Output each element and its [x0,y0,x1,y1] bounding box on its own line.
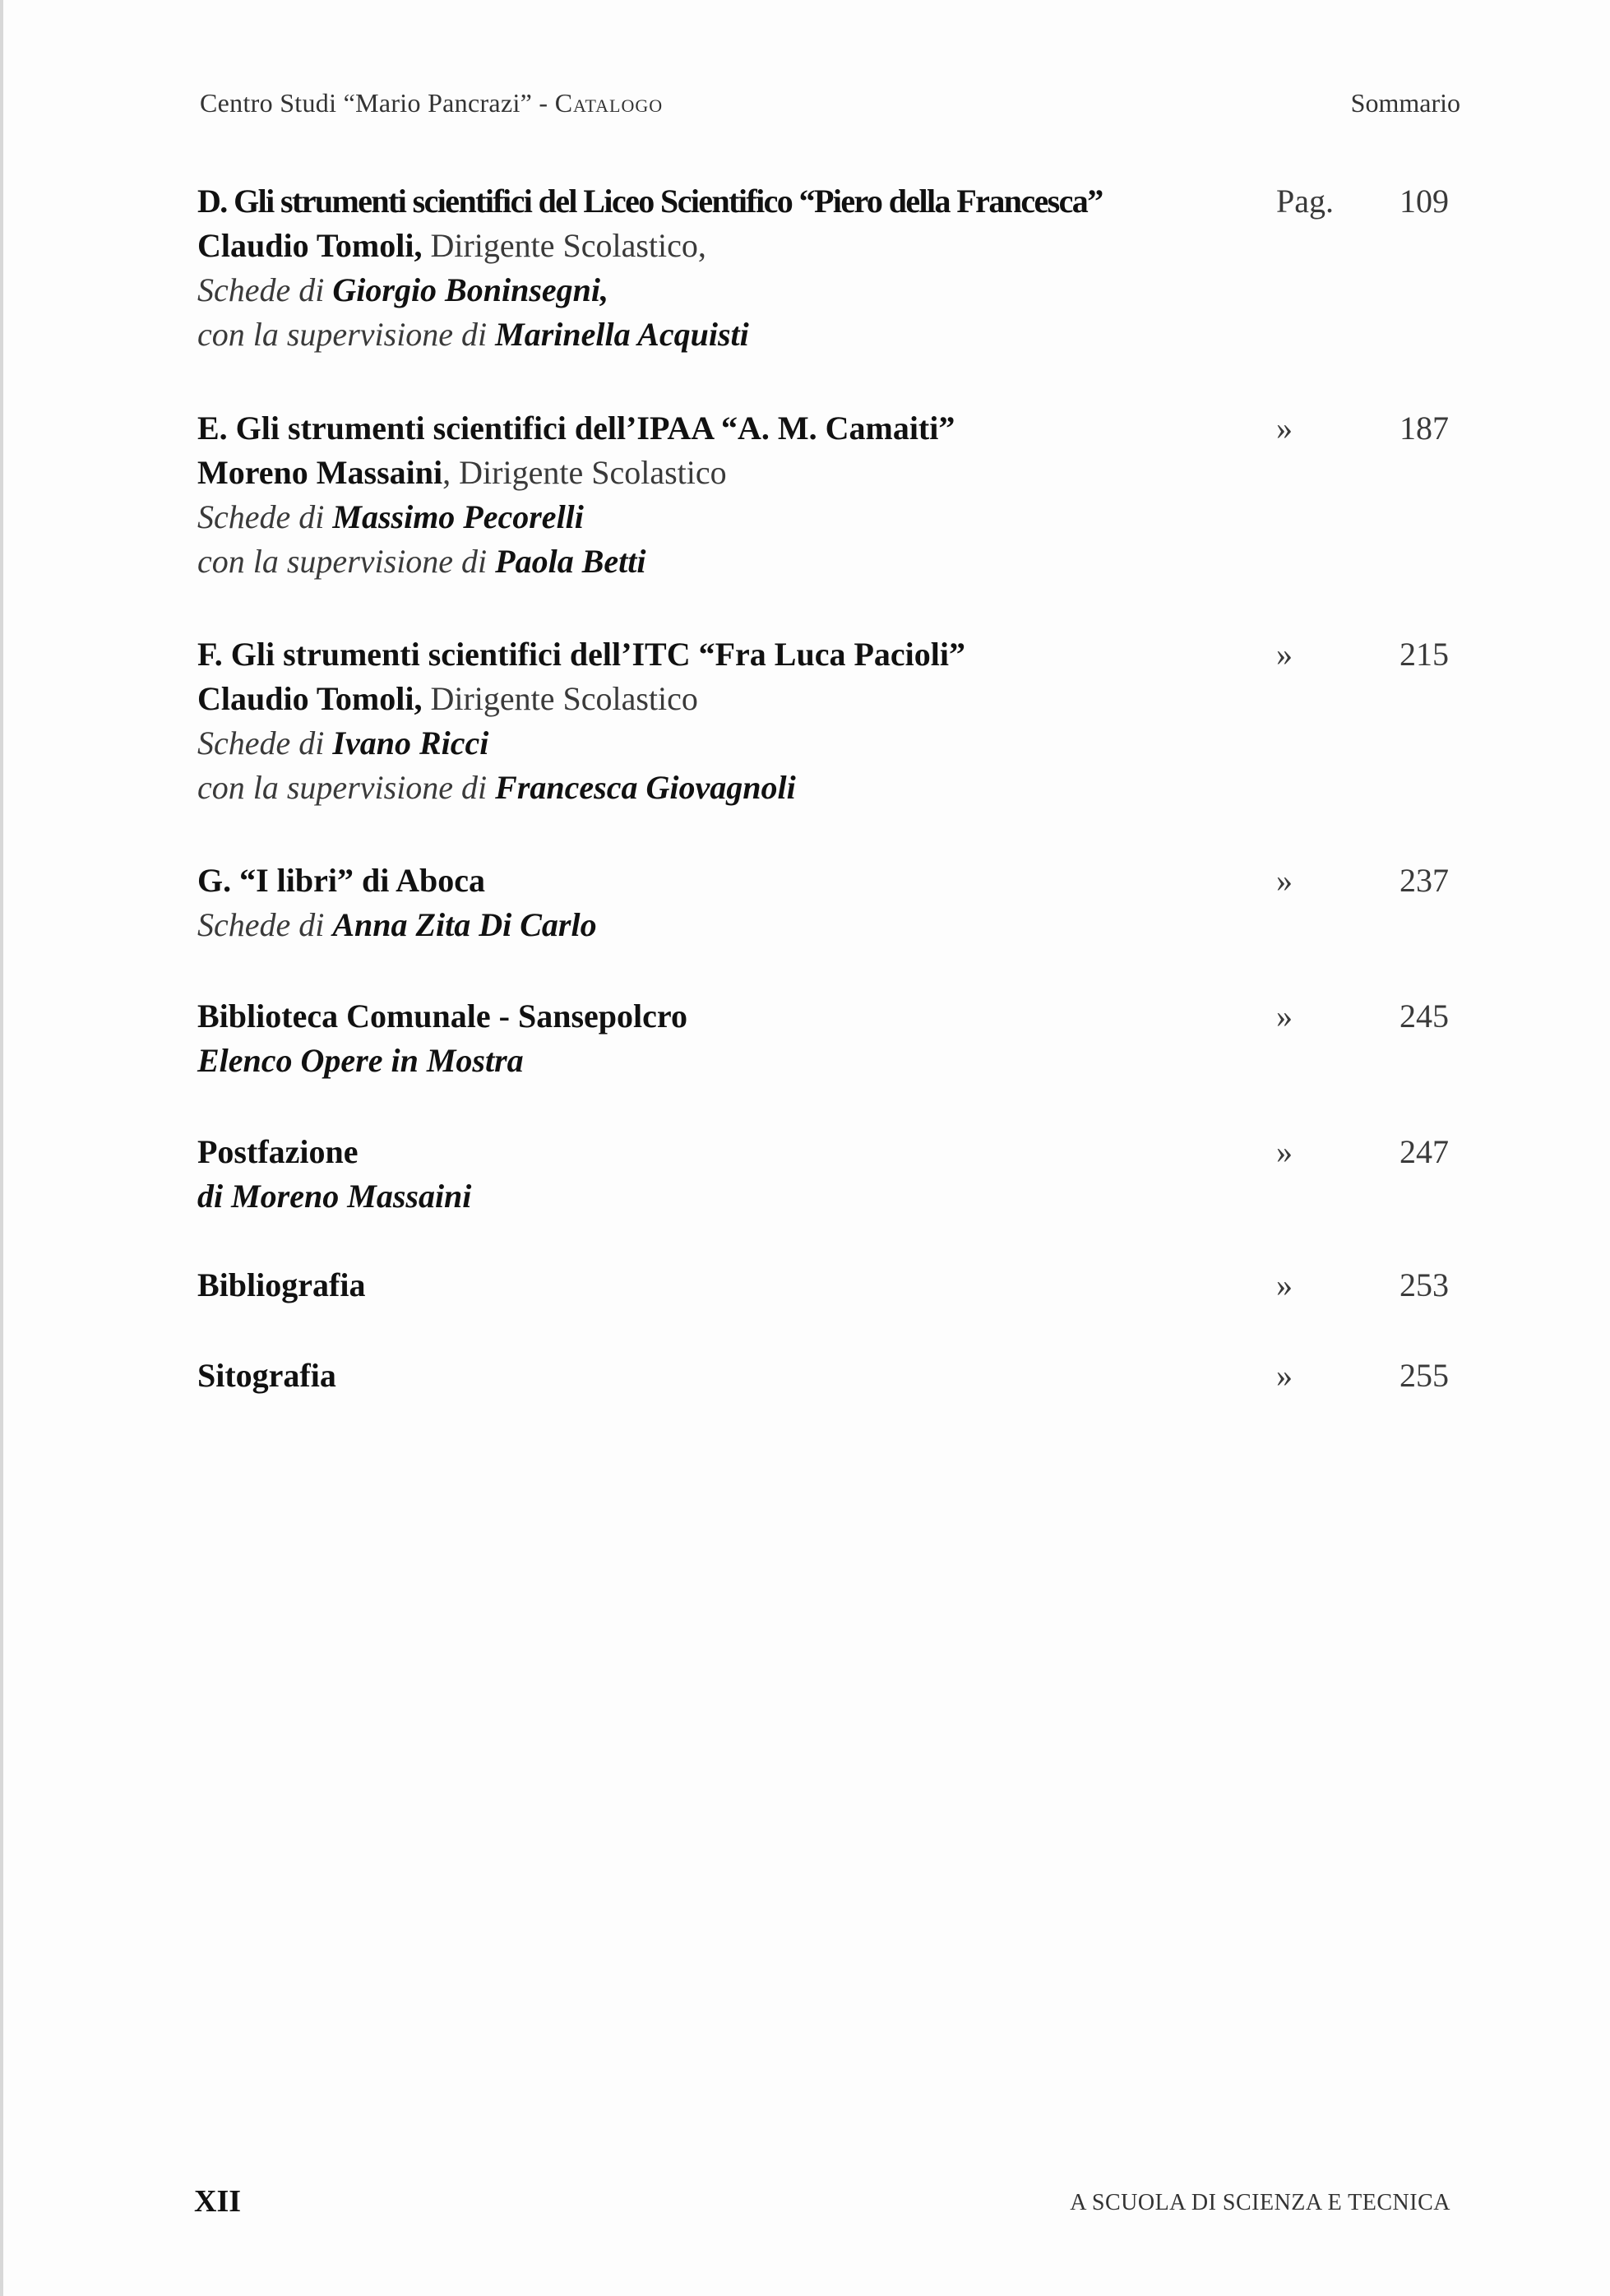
toc-text: Sitografia [197,1357,336,1394]
toc-text: Giorgio Boninsegni, [332,271,609,308]
toc-page-marker: » [1276,1357,1293,1394]
toc-text: Massimo Pecorelli [332,498,584,535]
toc-entry-title [197,1354,1464,1398]
toc-entry-subline [197,268,1464,312]
toc-entry-subline [197,451,1464,495]
toc-page-reference [1276,859,1449,903]
toc-text: Ivano Ricci [332,724,489,761]
toc-text: Anna Zita Di Carlo [332,906,597,943]
toc-entry-subline [197,1174,1464,1219]
toc-text: Dirigente Scolastico, [422,227,706,264]
toc-page-marker: » [1276,1266,1293,1303]
book-title-footer: A SCUOLA DI SCIENZA E TECNICA [1070,2190,1450,2215]
toc-page-reference [1276,1263,1449,1308]
running-header-catalogo: Catalogo [554,88,664,118]
toc-text: Schede di [197,271,333,308]
toc-text: Moreno Massaini [197,454,443,491]
toc-page-reference [1276,179,1449,224]
toc-entry-title [197,859,1464,903]
toc-page-marker: » [1276,410,1293,447]
toc-page-marker: » [1276,636,1293,673]
toc-text: Paola Betti [495,543,646,580]
toc-entry-title [197,179,1464,224]
toc-entry-title [197,1263,1464,1308]
toc-entry [197,859,1464,947]
toc-page-reference [1276,994,1449,1039]
toc-text: Bibliografia [197,1266,366,1303]
toc-entry-subline [197,1039,1464,1083]
toc-page-reference [1276,1354,1449,1398]
toc-text: Postfazione [197,1133,359,1170]
toc-entry-title [197,994,1464,1039]
toc-entry-subline [197,677,1464,721]
toc-entry-subline [197,721,1464,766]
toc-entry-subline [197,312,1464,357]
page-edge [0,0,3,2296]
toc-page-marker: » [1276,998,1293,1035]
toc-page-number: 247 [1399,1133,1449,1170]
toc-text: Schede di [197,498,333,535]
toc-text: Francesca Giovagnoli [495,769,796,806]
toc-text: di Moreno Massaini [197,1178,472,1215]
toc-entry-title [197,406,1464,451]
toc-text: Marinella Acquisti [495,316,749,353]
toc-entry-subline [197,766,1464,810]
toc-page-reference [1276,632,1449,677]
toc-text: G. “I libri” di Aboca [197,862,486,899]
toc-page-number: 255 [1399,1357,1449,1394]
toc-entry [197,994,1464,1083]
toc-text: Claudio Tomoli, [197,680,423,717]
toc-page-number: 237 [1399,862,1449,899]
toc-entry-subline [197,495,1464,539]
toc-page-number: 245 [1399,998,1449,1035]
toc-text: , Dirigente Scolastico [442,454,727,491]
toc-entry [197,1354,1464,1398]
toc-text: E. Gli strumenti scientifici dell’IPAA “A. M. Camaiti” [197,410,955,447]
toc-page-reference [1276,406,1449,451]
running-header-right: Sommario [1350,88,1460,118]
toc-text: Claudio Tomoli, [197,227,423,264]
toc-entry-subline [197,539,1464,584]
toc-page-number: 187 [1399,410,1449,447]
toc-page-number: 109 [1399,183,1449,220]
toc-text: con la supervisione di [197,316,496,353]
toc-entry [197,1263,1464,1308]
toc-text: con la supervisione di [197,769,496,806]
running-header-series: Centro Studi “Mario Pancrazi” - [200,88,555,118]
toc-page-number: 215 [1399,636,1449,673]
toc-entry [197,406,1464,584]
toc-entry [197,632,1464,810]
toc-text: Elenco Opere in Mostra [197,1042,524,1079]
page-number: XII [194,2184,242,2219]
toc-page-number: 253 [1399,1266,1449,1303]
toc-text: Schede di [197,906,333,943]
toc-page-reference [1276,1130,1449,1174]
toc-entry [197,179,1464,357]
toc-text: D. Gli strumenti scientifici del Liceo Scientifico “Piero della Francesca” [197,183,1103,220]
toc-page-marker: » [1276,1133,1293,1170]
toc-text: con la supervisione di [197,543,496,580]
toc-text: Dirigente Scolastico [422,680,698,717]
running-header-left [200,88,663,118]
toc-entry-title [197,1130,1464,1174]
toc-page-marker: » [1276,862,1293,899]
toc-text: Biblioteca Comunale - Sansepolcro [197,998,687,1035]
toc-text: F. Gli strumenti scientifici dell’ITC “Fra Luca Pacioli” [197,636,965,673]
toc-entry [197,1130,1464,1219]
toc-page-marker: Pag. [1276,183,1334,220]
toc-entry-title [197,632,1464,677]
toc-text: Schede di [197,724,333,761]
toc-entry-subline [197,224,1464,268]
toc-entry-subline [197,903,1464,947]
